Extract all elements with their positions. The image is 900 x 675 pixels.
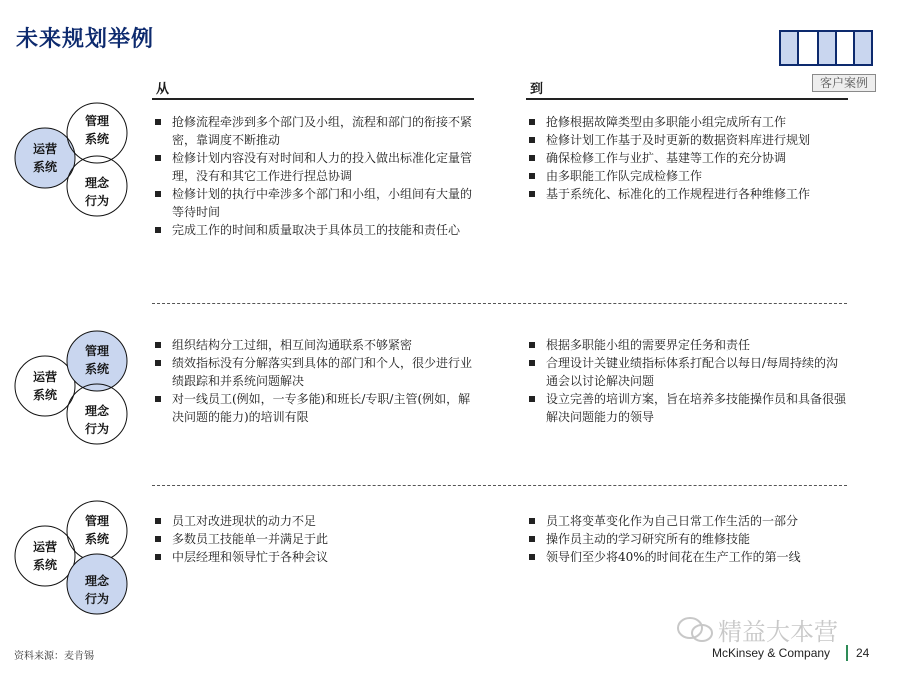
list-item: 根据多职能小组的需要界定任务和责任: [526, 336, 848, 354]
column-header-from: 从: [156, 82, 170, 97]
venn-label-operations: 运营 系统: [32, 540, 57, 572]
source-note: 资料来源：麦肯锡: [14, 651, 94, 662]
column-rule-to: [526, 98, 848, 100]
venn-label-management: 管理 系统: [84, 514, 109, 546]
from-list-3: [152, 512, 474, 566]
list-item: 中层经理和领导忙于各种会议: [152, 548, 474, 566]
to-list-3: [526, 512, 848, 566]
venn-label-management: 管理 系统: [84, 114, 109, 146]
list-item: 抢修流程牵涉到多个部门及小组，流程和部门的衔接不紧密，靠调度不断推动: [152, 113, 474, 149]
page-title: 未来规划举例: [16, 26, 155, 52]
list-item: 领导们至少将40%的时间花在生产工作的第一线: [526, 548, 848, 566]
list-item: 由多职能工作队完成检修工作: [526, 167, 848, 185]
list-item: 对一线员工(例如，一专多能)和班长/专职/主管(例如，解决问题的能力)的培训有限: [152, 390, 474, 426]
to-list-2: [526, 336, 848, 426]
from-list-1: [152, 113, 474, 239]
footer-separator: [846, 645, 848, 661]
wechat-icon: [676, 616, 716, 644]
list-item: 组织结构分工过细，相互间沟通联系不够紧密: [152, 336, 474, 354]
list-item: 绩效指标没有分解落实到具体的部门和个人，很少进行业绩跟踪和并系统问题解决: [152, 354, 474, 390]
case-tag: 客户案例: [812, 74, 876, 92]
firm-logo: [779, 30, 875, 70]
list-item: 确保检修工作与业扩、基建等工作的充分协调: [526, 149, 848, 167]
venn-label-operations: 运营 系统: [32, 370, 57, 402]
venn-label-mindset: 理念 行为: [84, 404, 109, 436]
from-list-2: [152, 336, 474, 426]
list-item: 基于系统化、标准化的工作规程进行各种维修工作: [526, 185, 848, 203]
venn-diagram-1: [10, 98, 140, 228]
venn-label-operations: 运营 系统: [32, 142, 57, 174]
to-list-1: [526, 113, 848, 203]
list-item: 设立完善的培训方案，旨在培养多技能操作员和具备很强解决问题能力的领导: [526, 390, 848, 426]
section-divider-1: [152, 303, 847, 304]
venn-label-mindset: 理念 行为: [84, 176, 109, 208]
company-name: McKinsey & Company: [712, 646, 831, 660]
section-divider-2: [152, 485, 847, 486]
list-item: 检修计划工作基于及时更新的数据资料库进行规划: [526, 131, 848, 149]
list-item: 员工将变革变化作为自己日常工作生活的一部分: [526, 512, 848, 530]
venn-label-management: 管理 系统: [84, 344, 109, 376]
watermark-text: 精益大本营: [718, 618, 838, 646]
column-header-to: 到: [530, 82, 544, 97]
venn-label-mindset: 理念 行为: [84, 574, 109, 606]
venn-diagram-3: [10, 496, 140, 626]
list-item: 抢修根据故障类型由多职能小组完成所有工作: [526, 113, 848, 131]
list-item: 检修计划的执行中牵涉多个部门和小组，小组间有大量的等待时间: [152, 185, 474, 221]
list-item: 合理设计关键业绩指标体系打配合以每日/每周持续的沟通会以讨论解决问题: [526, 354, 848, 390]
page-number: 24: [856, 646, 870, 660]
list-item: 员工对改进现状的动力不足: [152, 512, 474, 530]
column-rule-from: [152, 98, 474, 100]
list-item: 操作员主动的学习研究所有的维修技能: [526, 530, 848, 548]
list-item: 完成工作的时间和质量取决于具体员工的技能和责任心: [152, 221, 474, 239]
venn-diagram-2: [10, 326, 140, 456]
list-item: 检修计划内容没有对时间和人力的投入做出标准化定量管理，没有和其它工作进行捏总协调: [152, 149, 474, 185]
list-item: 多数员工技能单一并满足于此: [152, 530, 474, 548]
